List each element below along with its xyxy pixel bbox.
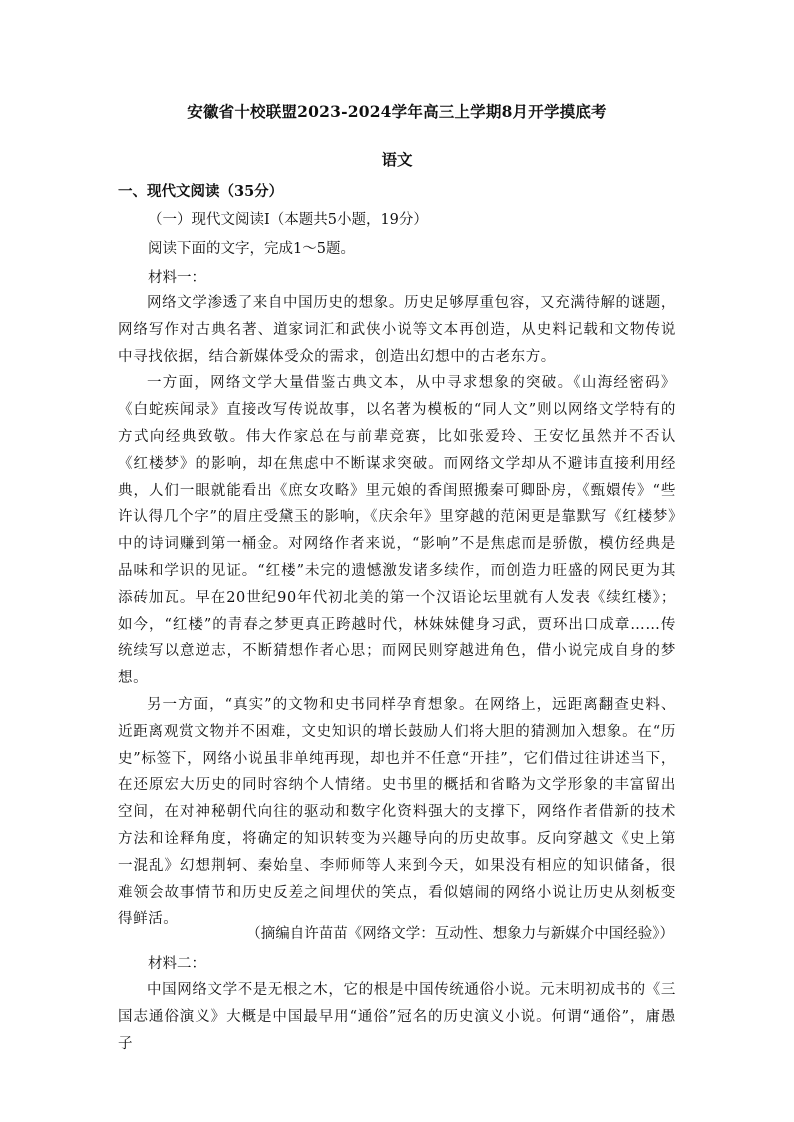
material-1-paragraph: 另一方面，“真实”的文物和史书同样孕育想象。在网络上，远距离翻查史料、近距离观赏文物并不困难，文史知识的增长鼓励人们将大胆的猜测加入想象。在“历史”标签下，网络小说虽非单纯再现，却也并不任意“开挂”，它们借过往讲述当下，在还原宏大历史的同时容纳个人情绪。史书里的概括和省略为文学形象的丰富留出空间，在对神秘朝代向往的驱动和数字化资料强大的支撑下，网络作者借新的技术方法和诠释角度，将确定的知识转变为兴趣导向的历史故事。反向穿越文《史上第一混乱》幻想荆轲、秦始皇、李师师等人来到今天，如果没有相应的知识储备，很难领会故事情节和历史反差之间埋伏的笑点，看似嬉闹的网络小说让历史从刻板变得鲜活。 bbox=[118, 696, 676, 928]
section-heading: 一、现代文阅读（35分） bbox=[118, 183, 284, 200]
material-1-paragraph: 网络文学渗透了来自中国历史的想象。历史足够厚重包容，又充满待解的谜题，网络写作对古典名著、道家词汇和武侠小说等文本再创造，从史料记载和文物传说中寻找依据，结合新媒体受众的需求，创造出幻想中的古老东方。 bbox=[118, 295, 676, 365]
material-2-paragraph: 中国网络文学不是无根之木，它的根是中国传统通俗小说。元末明初成书的《三国志通俗演义》大概是中国最早用“通俗”冠名的历史演义小说。何谓“通俗”，庸愚子 bbox=[118, 982, 676, 1052]
document-title: 安徽省十校联盟2023-2024学年高三上学期8月开学摸底考 bbox=[187, 102, 607, 121]
material-1-label: 材料一： bbox=[148, 270, 206, 286]
material-1-paragraph: 一方面，网络文学大量借鉴古典文本，从中寻求想象的突破。《山海经密码》《白蛇疾闻录》直接改写传说故事，以名著为模板的“同人文”则以网络文学特有的方式向经典致敬。伟大作家总在与前辈竞赛，比如张爱玲、王安忆虽然并不否认《红楼梦》的影响，却在焦虑中不断谋求突破。而网络文学却从不避讳直接利用经典，人们一眼就能看出《庶女攻略》里元娘的香闺照搬秦可卿卧房，《甄嬛传》“些许认得几个字”的眉庄受黛玉的影响，《庆余年》里穿越的范闲更是靠默写《红楼梦》中的诗词赚到第一桶金。对网络作者来说，“影响”不是焦虑而是骄傲，模仿经典是品味和学识的见证。“红楼”未完的遗憾激发诸多续作，而创造力旺盛的网民更为其添砖加瓦。早在20世纪90年代初北美的第一个汉语论坛里就有人发表《续红楼》；如今，“红楼”的青春之梦更真正跨越时代，林妹妹健身习武，贾环出口成章……传统续写以意逆志，不断猜想作者心思；而网民则穿越进角色，借小说完成自身的梦想。 bbox=[118, 375, 676, 687]
instruction: 阅读下面的文字，完成1～5题。 bbox=[148, 241, 355, 257]
subject-title: 语文 bbox=[381, 150, 413, 169]
material-2-label: 材料二： bbox=[148, 956, 206, 972]
material-1-body bbox=[118, 290, 676, 933]
material-1-source: （摘编自许苗苗《网络文学：互动性、想象力与新媒介中国经验》） bbox=[246, 926, 674, 942]
material-2-body bbox=[118, 977, 676, 1057]
sub-heading: （一）现代文阅读Ⅰ（本题共5小题，19分） bbox=[148, 212, 428, 228]
